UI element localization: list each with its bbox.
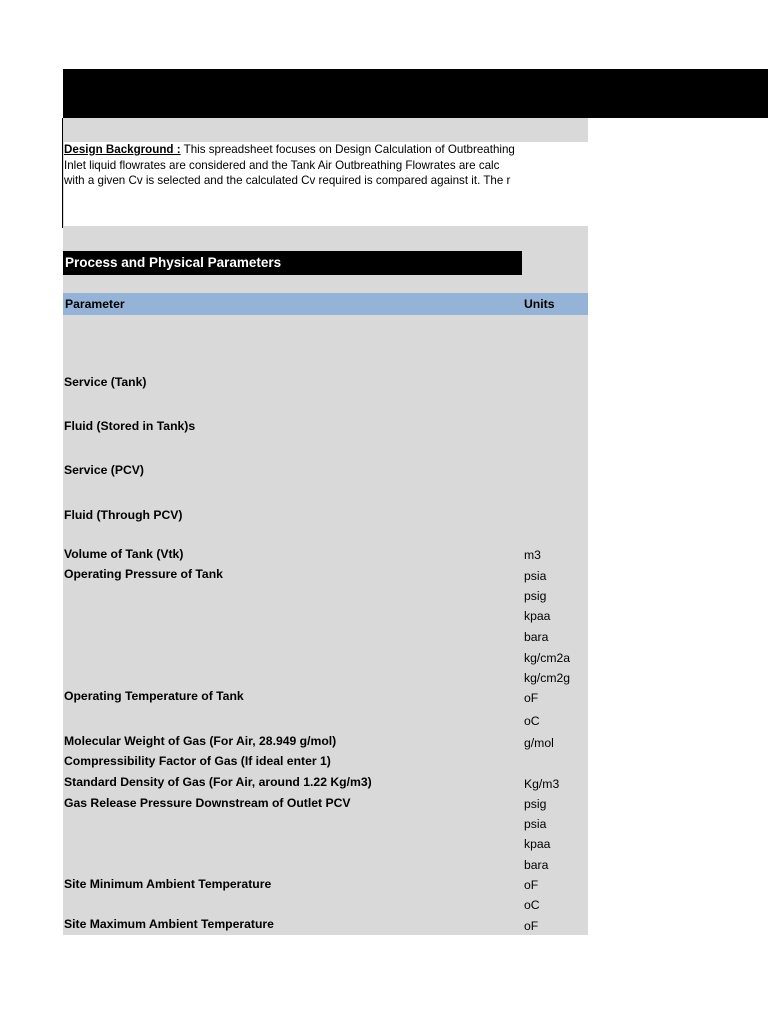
unit-pressure-psig: psig bbox=[524, 589, 547, 603]
unit-temperature-of: oF bbox=[524, 691, 539, 705]
design-background-line-3: with a given Cv is selected and the calculated Cv required is compared against it. The r bbox=[64, 174, 511, 187]
unit-density: Kg/m3 bbox=[524, 777, 560, 791]
label-site-min-temp: Site Minimum Ambient Temperature bbox=[64, 877, 272, 891]
unit-molecular-weight: g/mol bbox=[524, 736, 554, 750]
label-fluid-pcv: Fluid (Through PCV) bbox=[64, 508, 183, 522]
unit-release-psig: psig bbox=[524, 797, 547, 811]
section-title: Process and Physical Parameters bbox=[63, 251, 522, 275]
label-service-tank: Service (Tank) bbox=[64, 375, 147, 389]
worksheet-area bbox=[63, 118, 588, 935]
blank-row bbox=[64, 194, 588, 226]
unit-pressure-kgcm2g: kg/cm2g bbox=[524, 671, 571, 685]
label-fluid-tank: Fluid (Stored in Tank)s bbox=[64, 419, 196, 433]
unit-release-psia: psia bbox=[524, 817, 547, 831]
label-standard-density: Standard Density of Gas (For Air, around 1.22 Kg/m3) bbox=[64, 775, 372, 789]
parameter-column-header: Parameter bbox=[65, 297, 125, 311]
unit-pressure-kpaa: kpaa bbox=[524, 609, 551, 623]
design-background-label: Design Background : bbox=[64, 143, 181, 156]
label-operating-temperature: Operating Temperature of Tank bbox=[64, 689, 244, 703]
design-background-line-2: Inlet liquid flowrates are considered and the Tank Air Outbreathing Flowrates are calc bbox=[64, 158, 500, 172]
label-molecular-weight: Molecular Weight of Gas (For Air, 28.949 g/mol) bbox=[64, 734, 337, 748]
design-background-line-1-text: This spreadsheet focuses on Design Calculation of Outbreathing bbox=[180, 143, 515, 156]
unit-pressure-kgcm2a: kg/cm2a bbox=[524, 651, 571, 665]
unit-temperature-oc: oC bbox=[524, 714, 540, 728]
unit-volume: m3 bbox=[524, 548, 541, 562]
label-site-max-temp: Site Maximum Ambient Temperature bbox=[64, 917, 274, 931]
unit-site-min-oc: oC bbox=[524, 898, 540, 912]
label-volume: Volume of Tank (Vtk) bbox=[64, 547, 184, 561]
unit-pressure-psia: psia bbox=[524, 569, 547, 583]
unit-pressure-bara: bara bbox=[524, 630, 549, 644]
unit-release-bara: bara bbox=[524, 858, 549, 872]
label-service-pcv: Service (PCV) bbox=[64, 463, 144, 477]
design-background-text bbox=[64, 142, 588, 194]
unit-site-max-of: oF bbox=[524, 919, 539, 933]
label-compressibility: Compressibility Factor of Gas (If ideal enter 1) bbox=[64, 754, 331, 768]
column-header-row bbox=[63, 293, 588, 315]
label-operating-pressure: Operating Pressure of Tank bbox=[64, 567, 223, 581]
units-column-header: Units bbox=[524, 297, 555, 311]
unit-site-min-of: oF bbox=[524, 878, 539, 892]
title-bar bbox=[63, 69, 768, 118]
left-border bbox=[62, 118, 63, 228]
label-release-pressure: Gas Release Pressure Downstream of Outlet PCV bbox=[64, 796, 351, 810]
unit-release-kpaa: kpaa bbox=[524, 837, 551, 851]
design-background-line-1 bbox=[64, 142, 588, 158]
